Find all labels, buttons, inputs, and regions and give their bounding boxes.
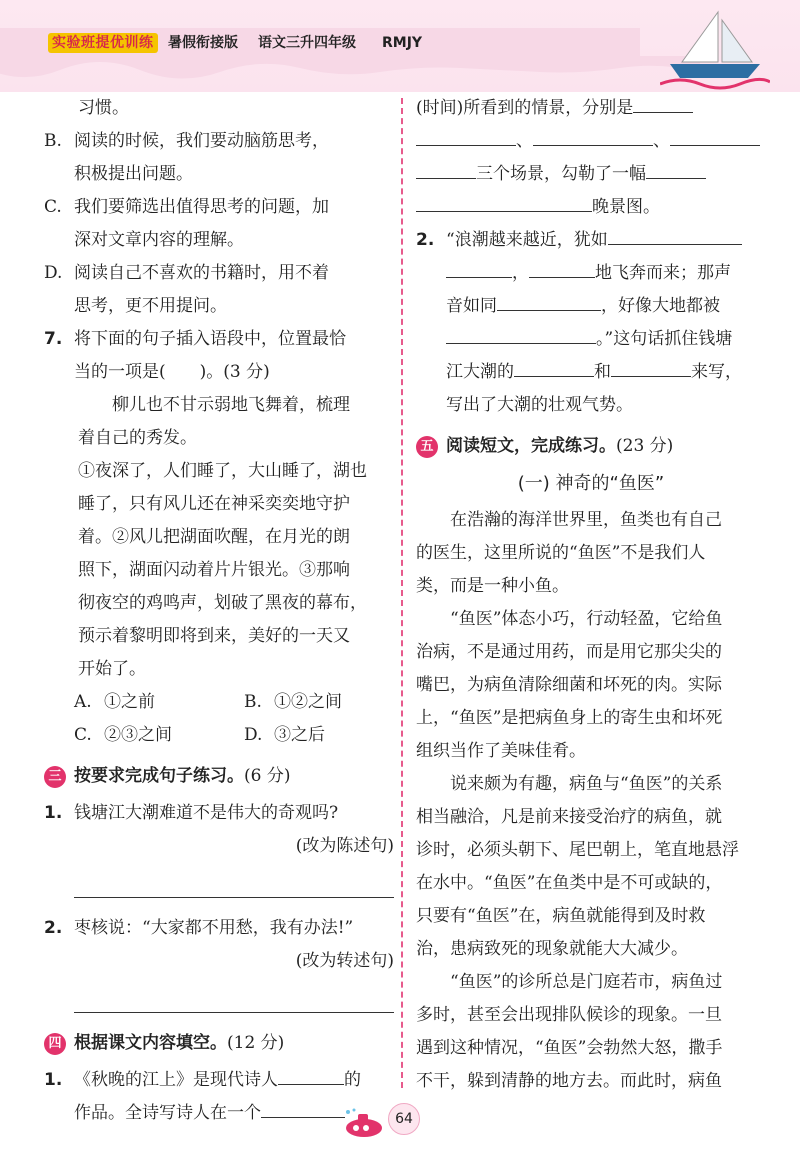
question-text: 枣核说：“大家都不用愁，我有办法!” xyxy=(74,918,354,938)
fill-blank[interactable] xyxy=(416,158,476,179)
section-3-header xyxy=(44,760,394,793)
option-text xyxy=(74,125,329,191)
question-number: 2. xyxy=(44,918,63,938)
fill-blank[interactable] xyxy=(497,290,601,311)
story-line: 只要有“鱼医”在，病鱼就能得到及时救 xyxy=(416,906,706,926)
section-title: 阅读短文，完成练习。 xyxy=(446,436,616,456)
q7-quote-line: 着自己的秀发。 xyxy=(78,428,197,448)
story-line: 在浩瀚的海洋世界里，鱼类也有自己 xyxy=(450,510,722,530)
question-number: 7. xyxy=(44,329,63,349)
section-4-header xyxy=(44,1027,394,1060)
story-body xyxy=(416,504,766,1098)
column-divider xyxy=(401,98,403,1088)
section-number-icon: 四 xyxy=(44,1033,66,1055)
separator: 、 xyxy=(516,131,533,151)
fill-text: 的 xyxy=(344,1070,361,1090)
right-column xyxy=(416,92,766,1098)
passage-line: 着。②风儿把湖面吹醒，在月光的朗 xyxy=(78,527,350,547)
option-text xyxy=(74,257,329,323)
story-line: “鱼医”体态小巧，行动轻盈，它给鱼 xyxy=(450,609,723,629)
story-title: (一) 神奇的“鱼医” xyxy=(517,473,665,494)
fill-blank[interactable] xyxy=(529,257,595,278)
option-text xyxy=(74,191,329,257)
fill-blank[interactable] xyxy=(416,125,516,146)
passage-line: 预示着黎明即将到来，美好的一天又 xyxy=(78,626,350,646)
fill-text: 作品。全诗写诗人在一个 xyxy=(74,1103,261,1123)
fill-text: 和 xyxy=(594,362,611,382)
q6-options xyxy=(44,125,394,323)
question-text: 钱塘江大潮难道不是伟大的奇观吗? xyxy=(74,803,339,823)
option-line: 思考，更不用提问。 xyxy=(74,296,227,316)
sec4-question-2 xyxy=(416,224,766,422)
fill-text: 《秋晚的江上》是现代诗人 xyxy=(74,1070,278,1090)
option-label: B. xyxy=(244,692,262,712)
page-header xyxy=(0,0,800,92)
q7-line: 当的一项是( )。(3 分) xyxy=(74,362,270,382)
instruction-note: (改为陈述句) xyxy=(295,836,394,856)
fill-text: 江大潮的 xyxy=(446,362,514,382)
question-number: 2. xyxy=(416,230,435,250)
section-5-header xyxy=(416,430,766,463)
option-text: ①②之间 xyxy=(274,692,342,712)
page-number: 64 xyxy=(388,1103,420,1135)
fill-blank[interactable] xyxy=(670,125,760,146)
fill-text: 三个场景，勾勒了一幅 xyxy=(476,164,646,184)
question-number: 1. xyxy=(44,1070,63,1090)
option-item xyxy=(44,191,394,257)
header-wave-decoration xyxy=(0,56,700,90)
fill-text: 音如同 xyxy=(446,296,497,316)
option-label: C. xyxy=(74,725,92,745)
option-text: ②③之间 xyxy=(104,725,172,745)
option-item xyxy=(244,719,414,752)
fill-blank[interactable] xyxy=(633,92,693,113)
question-number: 1. xyxy=(44,803,63,823)
story-line: 说来颇为有趣，病鱼与“鱼医”的关系 xyxy=(450,774,723,794)
sec3-item-1 xyxy=(44,797,394,830)
section-title: 按要求完成句子练习。 xyxy=(74,766,244,786)
fill-text: ， xyxy=(512,263,529,283)
passage-line: 睡了，只有风儿还在神采奕奕地守护 xyxy=(78,494,350,514)
passage-line: 照下，湖面闪动着片片银光。③那响 xyxy=(78,560,350,580)
option-label: B. xyxy=(44,131,62,151)
story-line: 嘴巴，为病鱼清除细菌和坏死的肉。实际 xyxy=(416,675,722,695)
section-score: (23 分) xyxy=(616,436,674,456)
q6-continuation: 习惯。 xyxy=(78,98,129,118)
answer-line[interactable] xyxy=(74,984,394,1013)
fill-blank[interactable] xyxy=(608,224,742,245)
publisher-label: RMJY xyxy=(382,35,423,51)
fill-text: ，好像大地都被 xyxy=(601,296,720,316)
option-line: 积极提出问题。 xyxy=(74,164,193,184)
edition-label: 暑假衔接版 xyxy=(168,35,238,51)
option-text: ③之后 xyxy=(274,725,325,745)
fill-text: (时间)所看到的情景，分别是 xyxy=(416,98,634,118)
q7-passage xyxy=(44,455,394,686)
fill-blank[interactable] xyxy=(446,257,512,278)
section-title: 根据课文内容填空。 xyxy=(74,1033,227,1053)
separator: 、 xyxy=(653,131,670,151)
story-paragraph xyxy=(416,768,766,966)
q7-options xyxy=(44,686,394,752)
option-item xyxy=(74,686,244,719)
option-item xyxy=(244,686,414,719)
story-paragraph xyxy=(416,504,766,603)
story-line: 诊时，必须头朝下、尾巴朝上，笔直地悬浮 xyxy=(416,840,739,860)
section-number-icon: 三 xyxy=(44,766,66,788)
fill-blank[interactable] xyxy=(278,1064,344,1085)
option-label: D. xyxy=(244,725,263,745)
story-paragraph xyxy=(416,966,766,1098)
fill-text: 晚景图。 xyxy=(592,197,660,217)
option-text: ①之前 xyxy=(104,692,155,712)
fill-blank[interactable] xyxy=(514,356,594,377)
fill-text: 地飞奔而来；那声 xyxy=(595,263,731,283)
q7-line: 将下面的句子插入语段中，位置最恰 xyxy=(74,329,346,349)
passage-line: 开始了。 xyxy=(78,659,146,679)
section-score: (12 分) xyxy=(227,1033,285,1053)
fill-blank[interactable] xyxy=(611,356,691,377)
question-7 xyxy=(44,323,394,389)
passage-line: ①夜深了，人们睡了，大山睡了，湖也 xyxy=(78,461,367,481)
story-line: 治病，不是通过用药，而是用它那尖尖的 xyxy=(416,642,722,662)
passage-line: 彻夜空的鸡鸣声，划破了黑夜的幕布， xyxy=(78,593,367,613)
fill-blank[interactable] xyxy=(646,158,706,179)
story-line: 上，“鱼医”是把病鱼身上的寄生虫和坏死 xyxy=(416,708,723,728)
fill-text: 写出了大潮的壮观气势。 xyxy=(446,395,633,415)
option-item xyxy=(74,719,244,752)
option-item xyxy=(44,125,394,191)
story-line: 遇到这种情况，“鱼医”会勃然大怒，撒手 xyxy=(416,1038,723,1058)
left-column xyxy=(44,92,394,1130)
fill-blank[interactable] xyxy=(416,191,592,212)
fill-text: 来写， xyxy=(691,362,742,382)
section-score: (6 分) xyxy=(244,766,291,786)
story-line: 多时，甚至会出现排队候诊的现象。一旦 xyxy=(416,1005,722,1025)
story-paragraph xyxy=(416,603,766,768)
q7-quote-line: 柳儿也不甘示弱地飞舞着，梳理 xyxy=(112,395,350,415)
story-line: 在水中。“鱼医”在鱼类中是不可或缺的， xyxy=(416,873,723,893)
story-line: 的医生，这里所说的“鱼医”不是我们人 xyxy=(416,543,706,563)
fill-blank[interactable] xyxy=(446,323,596,344)
answer-line[interactable] xyxy=(74,869,394,898)
story-line: 治，患病致死的现象就能大大减少。 xyxy=(416,939,688,959)
option-label: C. xyxy=(44,197,62,217)
section-number-icon: 五 xyxy=(416,436,438,458)
story-line: 类，而是一种小鱼。 xyxy=(416,576,569,596)
story-line: 组织当作了美味佳肴。 xyxy=(416,741,586,761)
submarine-icon xyxy=(340,1108,390,1140)
story-line: 不干，躲到清静的地方去。而此时，病鱼 xyxy=(416,1071,722,1091)
option-line: 阅读的时候，我们要动脑筋思考， xyxy=(74,131,329,151)
fill-text: 。”这句话抓住钱塘 xyxy=(596,329,733,349)
story-line: “鱼医”的诊所总是门庭若市，病鱼过 xyxy=(450,972,723,992)
sailboat-icon xyxy=(660,6,770,90)
fill-blank[interactable] xyxy=(533,125,653,146)
fill-blank[interactable] xyxy=(261,1097,345,1118)
option-line: 阅读自己不喜欢的书籍时，用不着 xyxy=(74,263,329,283)
story-line: 相当融洽，凡是前来接受治疗的病鱼，就 xyxy=(416,807,722,827)
fill-text: “浪潮越来越近，犹如 xyxy=(446,230,608,250)
sec3-item-2 xyxy=(44,912,394,945)
instruction-note: (改为转述句) xyxy=(295,951,394,971)
option-label: A. xyxy=(74,692,92,712)
option-label: D. xyxy=(44,263,63,283)
subject-label: 语文三升四年级 xyxy=(258,35,356,51)
option-item xyxy=(44,257,394,323)
series-badge: 实验班提优训练 xyxy=(48,33,158,53)
option-line: 我们要筛选出值得思考的问题，加 xyxy=(74,197,329,217)
option-line: 深对文章内容的理解。 xyxy=(74,230,244,250)
